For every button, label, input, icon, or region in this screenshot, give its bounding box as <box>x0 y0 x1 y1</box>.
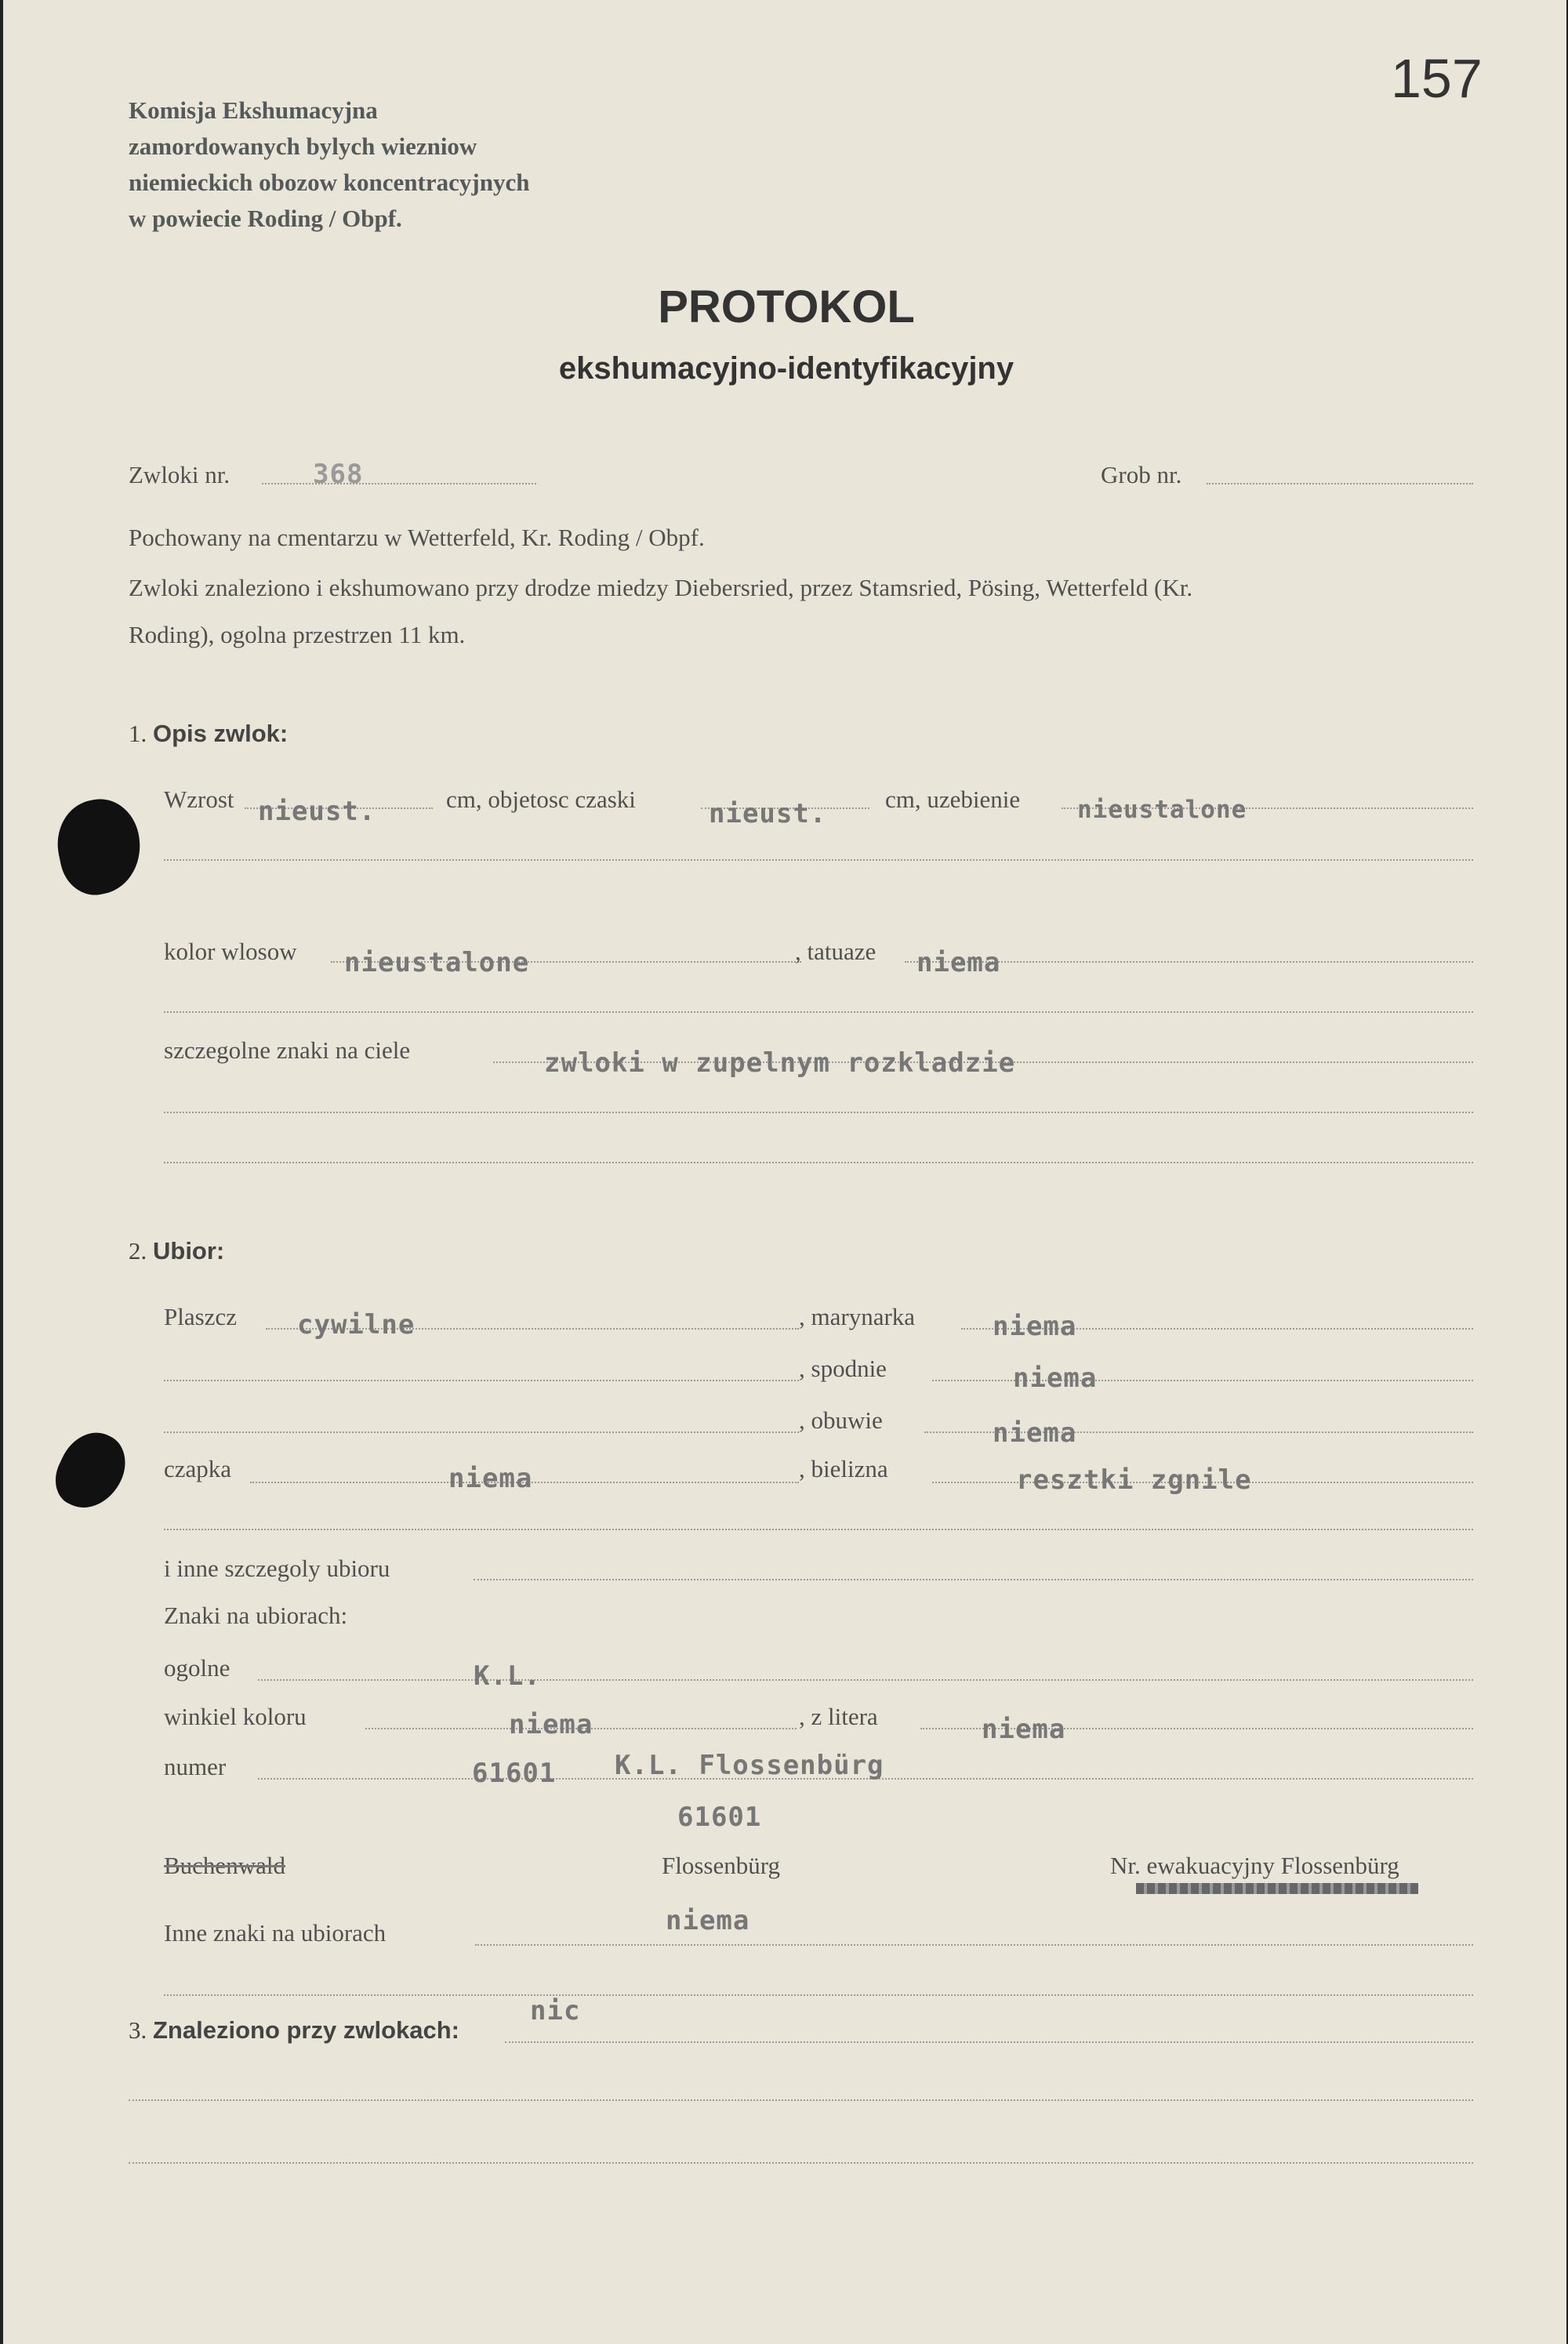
blank-line-9 <box>129 2099 1473 2101</box>
org-line-1: Komisja Ekshumacyjna <box>129 96 378 124</box>
section-3-number: 3. <box>129 2016 147 2044</box>
ewakuacyjny-strikeout <box>1136 1883 1418 1894</box>
tatuaze-label: , tatuaze <box>795 938 877 965</box>
cm-uzebienie-label: cm, uzebienie <box>885 786 1021 813</box>
inne-znaki-value: niema <box>666 1905 750 1936</box>
blank-line-7 <box>164 1529 1473 1530</box>
znaki-ubior-label: Znaki na ubiorach: <box>164 1602 348 1629</box>
blank-line-2 <box>164 1011 1473 1013</box>
inne-szczegoly-line <box>474 1579 1473 1580</box>
numer-value-2: 61601 <box>677 1802 762 1833</box>
znaki-cielo-label: szczegolne znaki na ciele <box>164 1036 411 1064</box>
tatuaze-value: niema <box>916 947 1001 978</box>
blank-line-3 <box>164 1112 1473 1113</box>
plaszcz-value: cywilne <box>297 1309 416 1341</box>
winkiel-value: niema <box>509 1709 593 1740</box>
section-2-number: 2. <box>129 1237 147 1265</box>
wzrost-value: nieust. <box>258 796 376 827</box>
litera-label: , z litera <box>799 1703 878 1730</box>
page-number: 157 <box>1391 48 1483 109</box>
blank-line-5 <box>164 1380 799 1381</box>
obuwie-label: , obuwie <box>799 1406 883 1434</box>
obuwie-value: niema <box>993 1417 1077 1449</box>
cm-objetosc-label: cm, objetosc czaski <box>446 786 636 813</box>
zwloki-line <box>262 483 536 484</box>
blank-line-4 <box>164 1162 1473 1163</box>
numer-label: numer <box>164 1753 227 1780</box>
ogolne-line <box>258 1679 1473 1681</box>
flossenburg-label: Flossenbürg <box>662 1852 781 1879</box>
buchenwald-label: Buchenwald <box>164 1852 285 1879</box>
winkiel-label: winkiel koloru <box>164 1703 307 1730</box>
org-line-2: zamordowanych bylych wiezniow <box>129 132 477 160</box>
inne-szczegoly-label: i inne szczegoly ubioru <box>164 1555 390 1582</box>
inne-znaki-line <box>475 1944 1473 1946</box>
marynarka-value: niema <box>993 1311 1077 1342</box>
wlosy-label: kolor wlosow <box>164 938 297 965</box>
bielizna-label: , bielizna <box>799 1455 888 1482</box>
section-3-title: Znaleziono przy zwlokach: <box>153 2016 459 2044</box>
ewakuacyjny-label: Nr. ewakuacyjny Flossenbürg <box>1110 1852 1399 1879</box>
wlosy-value: nieustalone <box>344 947 530 978</box>
spodnie-value: niema <box>1013 1362 1098 1394</box>
ink-blot-1 <box>49 792 150 901</box>
znaki-cielo-value: zwloki w zupelnym rozkladzie <box>544 1047 1016 1079</box>
section-1-heading <box>129 720 288 748</box>
grob-line <box>1207 483 1473 484</box>
section-2-title: Ubior: <box>153 1237 225 1265</box>
blank-line-1 <box>164 859 1473 861</box>
section-1-title: Opis zwlok: <box>153 720 289 747</box>
buried-line: Pochowany na cmentarzu w Wetterfeld, Kr. Roding / Obpf. <box>129 524 705 551</box>
blank-line-10 <box>129 2162 1473 2164</box>
litera-value: niema <box>982 1714 1066 1745</box>
czapka-value: niema <box>448 1463 533 1494</box>
uzebienie-value: nieustalone <box>1077 796 1247 824</box>
document-subtitle: ekshumacyjno-identyfikacyjny <box>558 351 1014 386</box>
section-2-heading <box>129 1237 224 1265</box>
bielizna-value: resztki zgnile <box>1016 1464 1252 1496</box>
blank-line-6 <box>164 1431 799 1433</box>
ogolne-value: K.L. <box>474 1660 541 1692</box>
found-line-1: Zwloki znaleziono i ekshumowano przy drodze miedzy Diebersried, przez Stamsried, Pösing, Wetterfeld (Kr. <box>129 574 1193 601</box>
section-3-line <box>505 2041 1473 2043</box>
document-title: PROTOKOL <box>658 281 915 332</box>
blank-line-8 <box>164 1994 1473 1996</box>
section-3-heading <box>129 2016 459 2045</box>
ogolne-label: ogolne <box>164 1654 230 1682</box>
wzrost-label: Wzrost <box>164 786 234 813</box>
numer-camp: K.L. Flossenbürg <box>615 1750 884 1781</box>
zwloki-label: Zwloki nr. <box>129 461 230 488</box>
section-3-value: nic <box>530 1995 581 2027</box>
inne-znaki-label: Inne znaki na ubiorach <box>164 1919 387 1947</box>
zwloki-value: 368 <box>313 459 364 490</box>
section-1-number: 1. <box>129 720 147 747</box>
czapka-label: czapka <box>164 1455 232 1482</box>
spodnie-label: , spodnie <box>799 1355 887 1382</box>
org-line-4: w powiecie Roding / Obpf. <box>129 205 402 232</box>
org-line-3: niemieckich obozow koncentracyjnych <box>129 169 530 196</box>
numer-value: 61601 <box>472 1758 557 1789</box>
found-line-2: Roding), ogolna przestrzen 11 km. <box>129 621 466 648</box>
grob-label: Grob nr. <box>1101 461 1182 488</box>
plaszcz-label: Plaszcz <box>164 1303 237 1330</box>
ink-blot-2 <box>46 1422 136 1519</box>
czaszka-value: nieust. <box>709 798 827 829</box>
marynarka-label: , marynarka <box>799 1303 916 1330</box>
